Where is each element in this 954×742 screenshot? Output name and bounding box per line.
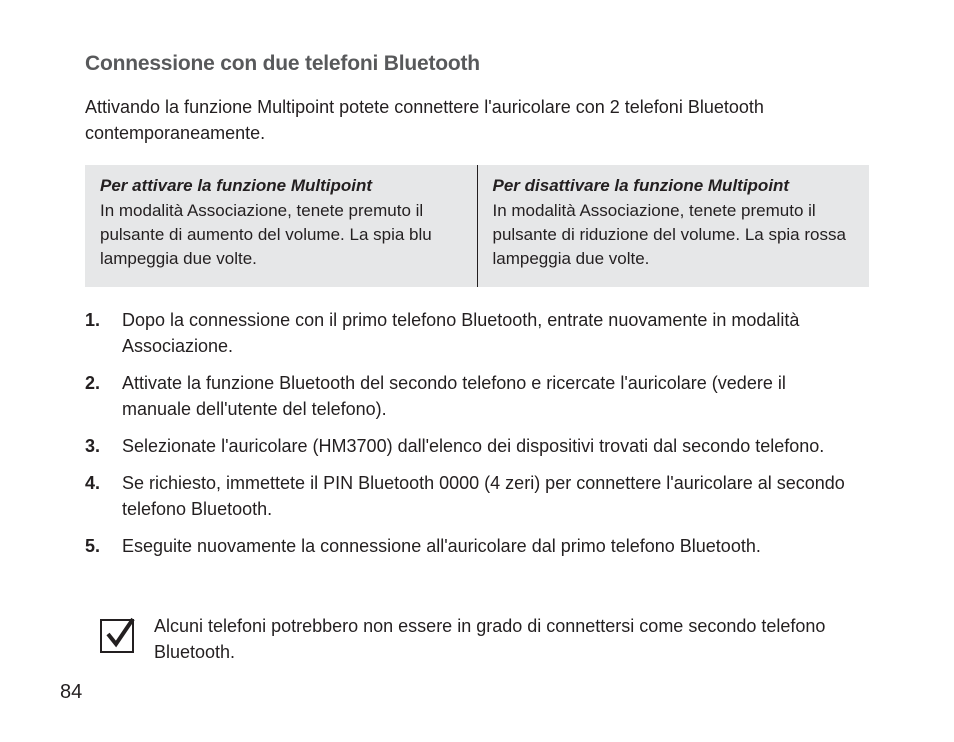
step-text: Se richiesto, immettete il PIN Bluetooth 0000 (4 zeri) per connettere l'auricolare al secondo telefono Bluetooth. xyxy=(122,473,845,519)
step-text: Eseguite nuovamente la connessione all'auricolare dal primo telefono Bluetooth. xyxy=(122,536,761,556)
step-number: 5. xyxy=(85,536,101,556)
step-number: 4. xyxy=(85,473,101,493)
intro-paragraph: Attivando la funzione Multipoint potete connettere l'auricolare con 2 telefoni Bluetooth contemporaneamente. xyxy=(85,97,764,143)
list-item xyxy=(85,533,875,559)
step-number: 3. xyxy=(85,436,101,456)
step-number: 1. xyxy=(85,310,101,330)
checkbox-note-icon xyxy=(100,619,134,653)
section-heading: Connessione con due telefoni Bluetooth xyxy=(85,52,480,75)
deactivate-column xyxy=(477,165,870,287)
activate-title: Per attivare la funzione Multipoint xyxy=(100,176,373,195)
note-box xyxy=(100,613,860,665)
steps-list xyxy=(85,307,875,570)
list-item xyxy=(85,433,875,459)
deactivate-title: Per disattivare la funzione Multipoint xyxy=(492,176,790,195)
step-text: Attivate la funzione Bluetooth del secondo telefono e ricercate l'auricolare (vedere il manuale dell'utente del telefono). xyxy=(122,373,786,419)
deactivate-text: In modalità Associazione, tenete premuto il pulsante di riduzione del volume. La spia rossa lampeggia due volte. xyxy=(492,201,846,268)
list-item xyxy=(85,370,875,422)
activate-column xyxy=(85,165,477,287)
activate-text: In modalità Associazione, tenete premuto il pulsante di aumento del volume. La spia blu lampeggia due volte. xyxy=(100,201,432,268)
step-text: Selezionate l'auricolare (HM3700) dall'elenco dei dispositivi trovati dal secondo telefono. xyxy=(122,436,825,456)
step-number: 2. xyxy=(85,373,101,393)
multipoint-table xyxy=(85,165,869,287)
list-item xyxy=(85,307,875,359)
page-number: 84 xyxy=(60,681,83,703)
note-text: Alcuni telefoni potrebbero non essere in grado di connettersi come secondo telefono Bluetooth. xyxy=(154,616,826,662)
list-item xyxy=(85,470,875,522)
step-text: Dopo la connessione con il primo telefono Bluetooth, entrate nuovamente in modalità Associazione. xyxy=(122,310,800,356)
